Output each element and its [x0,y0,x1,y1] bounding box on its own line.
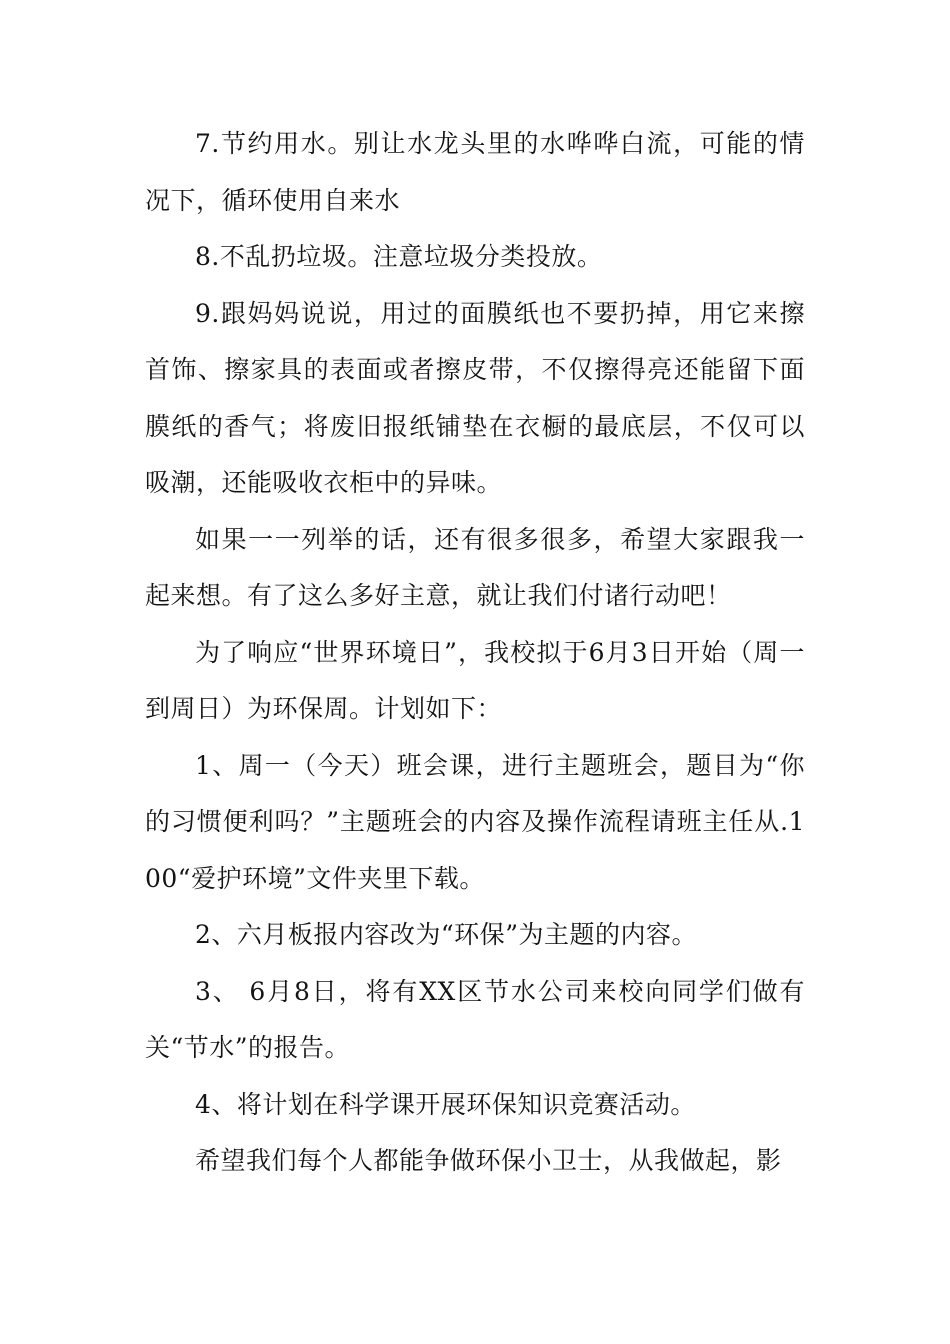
paragraph-facial-mask-reuse: 9.跟妈妈说说，用过的面膜纸也不要扔掉，用它来擦首饰、擦家具的表面或者擦皮带，不仅擦得亮还能留下面膜纸的香气；将废旧报纸铺垫在衣橱的最底层，不仅可以吸潮，还能吸收衣柜中的异味。 [145,298,805,497]
paragraph-no-littering: 8.不乱扔垃圾。注意垃圾分类投放。 [195,242,603,271]
paragraph-plan-item-1: 1、周一（今天）班会课，进行主题班会，题目为“你的习惯便利吗？”主题班会的内容及操作流程请班主任从.100“爱护环境”文件夹里下载。 [145,750,805,893]
paragraph-plan-item-2: 2、六月板报内容改为“环保”为主题的内容。 [195,920,697,949]
paragraph-plan-item-4: 4、将计划在科学课开展环保知识竞赛活动。 [195,1089,696,1119]
paragraph-closing: 希望我们每个人都能争做环保小卫士，从我做起，影 [195,1146,782,1175]
paragraph-water-saving: 7.节约用水。别让水龙头里的水哗哗白流，可能的情况下，循环使用自来水 [145,129,805,215]
paragraph-environment-week: 为了响应“世界环境日”，我校拟于6月3日开始（周一到周日）为环保周。计划如下： [145,637,805,723]
document-body [145,116,805,1190]
paragraph-plan-item-3: 3、 6月8日，将有XX区节水公司来校向同学们做有关“节水”的报告。 [145,976,805,1062]
paragraph-call-to-action: 如果一一列举的话，还有很多很多，希望大家跟我一起来想。有了这么多好主意，就让我们付诸行动吧！ [145,524,805,610]
